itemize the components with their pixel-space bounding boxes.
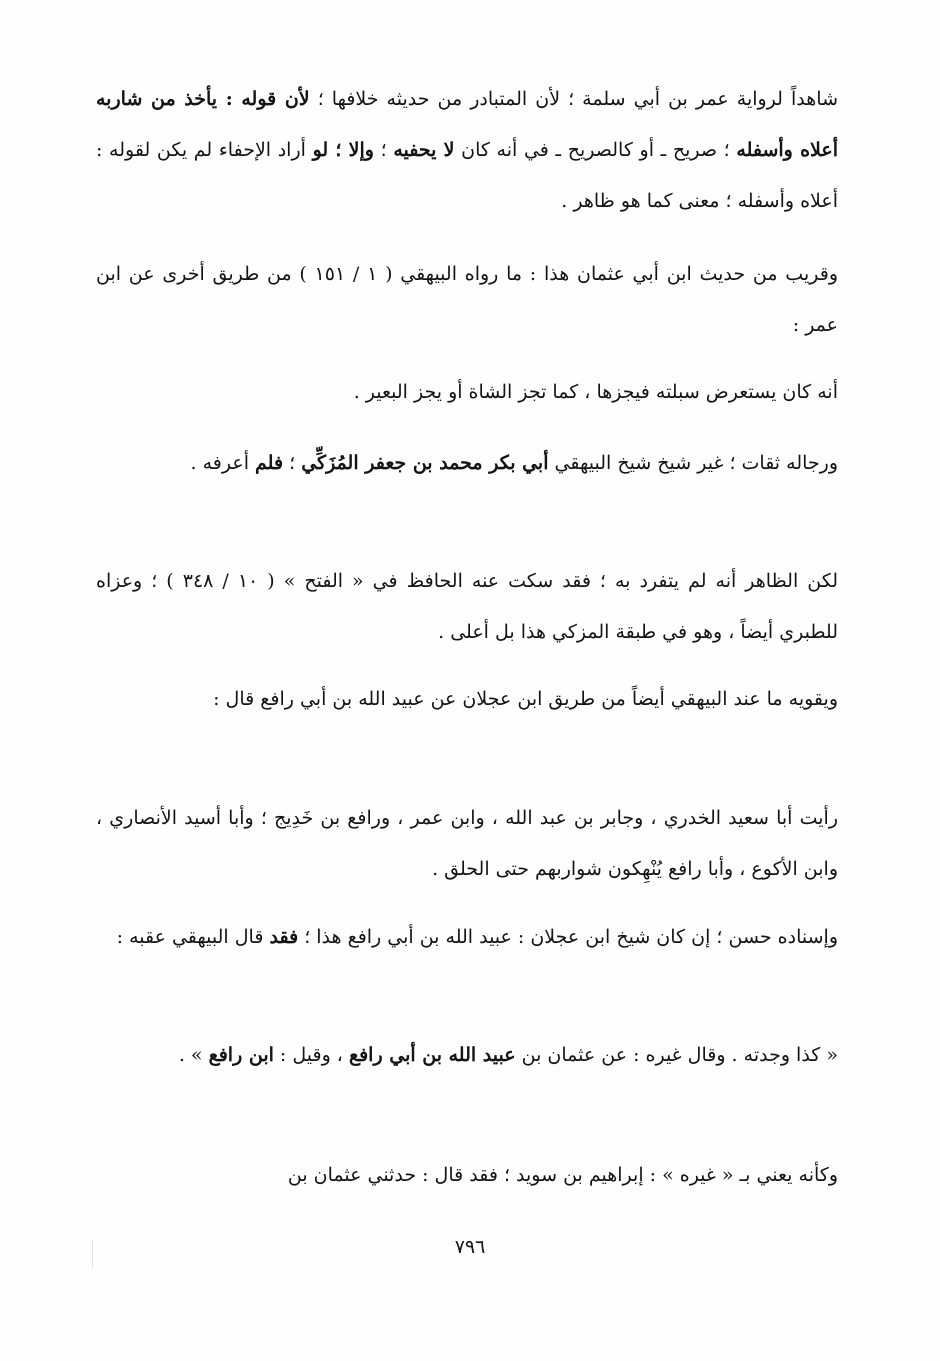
body-text bbox=[96, 912, 838, 963]
text-run: ويقويه ما عند البيهقي أيضاً من طريق ابن عجلان عن عبيد الله بن أبي رافع قال : bbox=[213, 688, 838, 710]
text-run-bold: وإلا ؛ لو bbox=[312, 139, 374, 161]
text-run: ؛ bbox=[373, 139, 394, 161]
paragraph-6 bbox=[96, 674, 838, 725]
text-run-bold: فلم bbox=[255, 452, 284, 474]
text-run: وقريب من حديث ابن أبي عثمان هذا : ما رواه البيهقي ( ١ / ١٥١ ) من طريق أخرى عن ابن عمر : bbox=[96, 263, 838, 336]
text-run: ، وقيل : bbox=[273, 1044, 349, 1066]
text-run: ورجاله ثقات ؛ غير شيخ شيخ البيهقي bbox=[548, 452, 838, 474]
body-text bbox=[96, 1030, 838, 1081]
paragraph-3 bbox=[96, 367, 838, 418]
body-text bbox=[96, 249, 838, 351]
text-run: لكن الظاهر أنه لم يتفرد به ؛ فقد سكت عنه الحافظ في « الفتح » ( ١٠ / ٣٤٨ ) ؛ وعزاه للطبري أيضاً ، وهو في طبقة المزكي هذا بل أعلى . bbox=[96, 570, 839, 643]
text-run-bold: ابن رافع bbox=[208, 1044, 274, 1066]
text-run-bold: عبيد الله بن أبي رافع bbox=[348, 1044, 516, 1066]
text-run: وإسناده حسن ؛ إن كان شيخ ابن عجلان : عبيد الله بن أبي رافع هذا ؛ bbox=[298, 926, 838, 948]
body-text bbox=[96, 1150, 838, 1201]
text-run: ؛ صريح ـ أو كالصريح ـ في أنه كان bbox=[454, 139, 737, 161]
text-run: أراد الإحفاء لم يكن لقوله : أعلاه وأسفله ؛ معنى كما هو ظاهر . bbox=[96, 139, 838, 212]
text-run-bold: فقد bbox=[269, 926, 299, 948]
page-number: ٧٩٦ bbox=[454, 1236, 486, 1258]
text-run: ؛ bbox=[283, 452, 302, 474]
text-run: أنه كان يستعرض سبلته فيجزها ، كما تجز الشاة أو يجز البعير . bbox=[353, 381, 838, 403]
body-text bbox=[96, 367, 838, 418]
text-run-bold: أبي بكر محمد بن جعفر المُزَكِّي bbox=[301, 452, 549, 474]
text-run: وكأنه يعني بـ « غيره » : إبراهيم بن سويد ؛ فقد قال : حدثني عثمان بن bbox=[287, 1164, 838, 1186]
text-run: أعرفه . bbox=[190, 452, 256, 474]
text-run-bold: لأن قوله : يأخذ من شاربه أعلاه وأسفله bbox=[96, 88, 838, 161]
body-text bbox=[96, 556, 838, 658]
body-text bbox=[96, 674, 838, 725]
paragraph-10 bbox=[96, 1150, 838, 1201]
text-run-bold: لا يحفيه bbox=[393, 139, 455, 161]
paragraph-9 bbox=[96, 1030, 838, 1081]
text-run: « كذا وجدته . وقال غيره : عن عثمان بن bbox=[515, 1044, 838, 1066]
body-text bbox=[96, 74, 838, 227]
text-run: شاهداً لرواية عمر بن أبي سلمة ؛ لأن المتبادر من حديثه خلافها ؛ bbox=[309, 88, 838, 110]
text-run: قال البيهقي عقبه : bbox=[116, 926, 270, 948]
paragraph-1 bbox=[96, 74, 838, 227]
paragraph-4 bbox=[96, 438, 838, 489]
text-run: رأيت أبا سعيد الخدري ، وجابر بن عبد الله ، وابن عمر ، ورافع بن خَدِيج ؛ وأبا أسيد الأنصاري ، وابن الأكوع ، وأبا رافع يُنْهِكون شواربهم حتى الحلق . bbox=[96, 807, 838, 880]
body-text bbox=[96, 438, 838, 489]
paragraph-7 bbox=[96, 793, 838, 895]
paragraph-2 bbox=[96, 249, 838, 351]
body-text bbox=[96, 793, 838, 895]
paragraph-8 bbox=[96, 912, 838, 963]
text-run: » . bbox=[178, 1044, 209, 1066]
paragraph-5 bbox=[96, 556, 838, 658]
